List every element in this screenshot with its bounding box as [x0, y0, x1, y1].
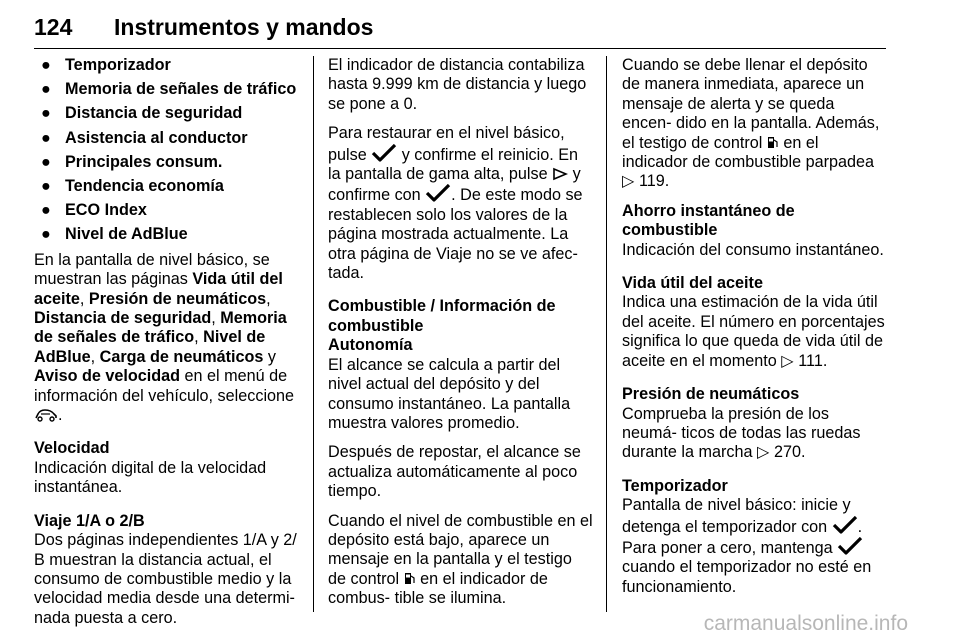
- list-item: ● Nivel de AdBlue: [41, 225, 188, 244]
- page-reference[interactable]: 119: [638, 172, 665, 191]
- list-item: ● Memoria de señales de tráfico: [41, 80, 297, 99]
- list-item: ● ECO Index: [41, 201, 147, 220]
- refill-warning-paragraph: Cuando se debe llenar el depósito de manera inmediata, aparece un mensaje de alerta y se queda encen- dido en la pantalla. Además, el testigo de control en el indicador de combustible parpadea ▷ 119.: [622, 56, 880, 191]
- page-list: [34, 56, 300, 245]
- fuel-section-heading: Combustible / Información de combustible: [328, 297, 556, 335]
- aceite-text: Indica una estimación de la vida útil del aceite. El número en porcentajes significa lo que queda de vida útil de aceite en el momento ▷ 111.: [622, 293, 885, 370]
- reset-paragraph: Para restaurar en el nivel básico, pulse y confirme el reinicio. En la pantalla de gama alta, pulse y confirme con . De este modo se restablecen solo los valores de la página mostrada actualmente. La otra página de Viaje no se ve afec- tada.: [328, 124, 583, 283]
- temporizador-heading: Temporizador: [622, 476, 728, 495]
- presion-text: Comprueba la presión de los neumá- ticos de todas las ruedas durante la marcha ▷ 270.: [622, 404, 861, 462]
- basic-level-paragraph: En la pantalla de nivel básico, se muestran las páginas Vida útil del aceite, Presión de neumáticos, Distancia de seguridad, Memoria de señales de tráfico, Nivel de AdBlue, Carga de neumáticos y Aviso de velocidad en el menú de información del vehículo, seleccione .: [34, 250, 295, 425]
- checkmark-icon: [425, 184, 451, 202]
- page-reference[interactable]: 270: [773, 443, 801, 462]
- page-title: Instrumentos y mandos: [114, 14, 374, 40]
- fuel-pump-icon: [404, 571, 416, 586]
- column-3: [622, 56, 888, 607]
- refuel-paragraph: Después de repostar, el alcance se actualiza automáticamente al poco tiempo.: [328, 443, 581, 501]
- ahorro-text: Indicación del consumo instantáneo.: [622, 240, 884, 259]
- ahorro-heading: Ahorro instantáneo de combustible: [622, 201, 795, 240]
- aceite-heading: Vida útil del aceite: [622, 274, 763, 293]
- checkmark-icon: [371, 144, 397, 162]
- checkmark-icon: [837, 537, 863, 555]
- presion-heading: Presión de neumáticos: [622, 385, 800, 404]
- low-fuel-paragraph: Cuando el nivel de combustible en el depósito está bajo, aparece un mensaje en la pantalla y el testigo de control en el indicador de combus- tible se ilumina.: [328, 511, 593, 608]
- velocidad-text: Indicación digital de la velocidad instantánea.: [34, 458, 267, 497]
- page-header: [34, 6, 886, 49]
- list-item: ● Asistencia al conductor: [41, 128, 248, 147]
- checkmark-icon: [832, 516, 858, 534]
- viaje-heading: Viaje 1/A o 2/B: [34, 511, 145, 530]
- column-divider: [313, 56, 314, 612]
- arrow-ref-icon: ▷: [622, 172, 635, 191]
- column-divider: [606, 56, 607, 612]
- fuel-pump-icon: [767, 135, 779, 150]
- autonomia-text: El alcance se calcula a partir del nivel actual del depósito y del consumo instantáneo. La pantalla muestra valores promedio.: [328, 355, 571, 432]
- column-2: [328, 56, 594, 619]
- arrow-ref-icon: ▷: [781, 351, 794, 370]
- list-item: ● Tendencia economía: [41, 177, 224, 196]
- page-number: 124: [34, 14, 73, 40]
- temporizador-text: Pantalla de nivel básico: inicie y detenga el temporizador con . Para poner a cero, mantenga cuando el temporizador no esté en funcionamiento.: [622, 496, 872, 596]
- column-1: [34, 56, 300, 638]
- page-reference[interactable]: 111: [798, 351, 823, 370]
- distance-paragraph: El indicador de distancia contabiliza hasta 9.999 km de distancia y luego se pone a 0.: [328, 56, 587, 113]
- arrow-ref-icon: ▷: [756, 443, 770, 462]
- list-item: ● Temporizador: [41, 56, 171, 74]
- watermark: carmanualsonline.info: [703, 612, 908, 635]
- list-item: ● Distancia de seguridad: [41, 104, 243, 123]
- autonomia-heading: Autonomía: [328, 336, 413, 355]
- play-triangle-icon: [552, 167, 568, 181]
- velocidad-heading: Velocidad: [34, 439, 110, 458]
- car-icon: [34, 408, 58, 422]
- list-item: ● Principales consum.: [41, 152, 223, 171]
- viaje-text: Dos páginas independientes 1/A y 2/ B muestran la distancia actual, el consumo de combustible medio y la velocidad media desde una determi- nada puesta a cero.: [34, 531, 297, 627]
